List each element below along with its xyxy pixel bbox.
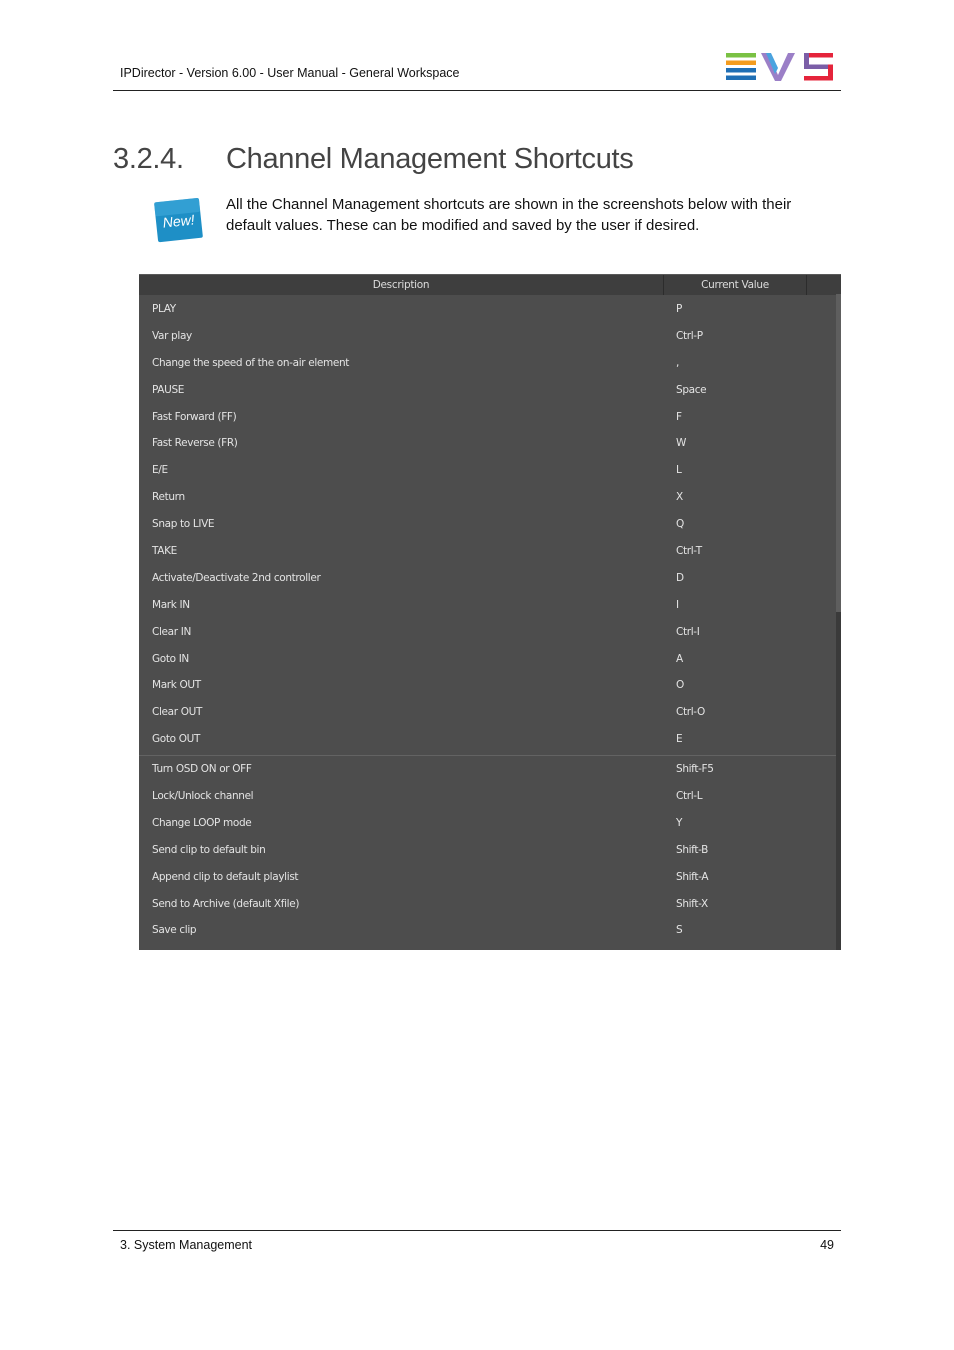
table-row[interactable] [139, 592, 836, 619]
table-row[interactable] [139, 783, 836, 810]
shortcuts-table [139, 274, 841, 950]
shortcut-value[interactable]: X [676, 491, 683, 504]
shortcut-description: Clear IN [152, 625, 191, 638]
shortcut-description: Send clip to default bin [152, 843, 266, 856]
footer-divider [113, 1230, 841, 1231]
table-row[interactable] [139, 377, 836, 404]
table-row[interactable] [139, 917, 836, 944]
shortcut-value[interactable]: P [676, 303, 682, 315]
shortcut-value[interactable]: Y [676, 816, 683, 829]
shortcut-value[interactable]: D [676, 571, 684, 584]
table-row[interactable] [139, 891, 836, 918]
shortcut-description: Lock/Unlock channel [152, 790, 254, 803]
shortcut-description: Return [152, 491, 185, 504]
table-body [139, 296, 836, 944]
shortcut-value[interactable]: O [676, 679, 684, 692]
shortcut-description: Goto IN [152, 652, 189, 665]
shortcut-value[interactable]: , [676, 356, 679, 369]
shortcut-description: E/E [152, 464, 168, 477]
shortcut-description: Turn OSD ON or OFF [152, 763, 252, 776]
table-row[interactable] [139, 864, 836, 891]
table-row[interactable] [139, 726, 836, 753]
table-row[interactable] [139, 672, 836, 699]
shortcut-description: Mark OUT [152, 679, 201, 692]
footer-chapter: 3. System Management [120, 1238, 253, 1252]
shortcut-value[interactable]: L [676, 464, 682, 477]
shortcut-description: Snap to LIVE [152, 518, 215, 531]
shortcut-description: TAKE [152, 545, 177, 558]
scrollbar-thumb[interactable] [836, 294, 841, 612]
shortcut-description: Fast Forward (FF) [152, 410, 237, 423]
shortcut-value[interactable]: Space [676, 383, 707, 396]
shortcut-description: Activate/Deactivate 2nd controller [152, 571, 321, 584]
table-header [139, 274, 841, 295]
table-row[interactable] [139, 323, 836, 350]
table-row[interactable] [139, 755, 836, 783]
shortcut-description: Save clip [152, 924, 197, 937]
section-title: Channel Management Shortcuts [226, 143, 634, 175]
shortcut-value[interactable]: I [676, 598, 679, 611]
shortcut-description: Append clip to default playlist [152, 870, 299, 883]
new-badge-icon [154, 196, 204, 244]
shortcut-value[interactable]: Shift-X [676, 897, 708, 910]
table-row[interactable] [139, 646, 836, 673]
shortcut-description: Change LOOP mode [152, 816, 252, 829]
page-number: 49 [820, 1238, 834, 1252]
table-row[interactable] [139, 484, 836, 511]
shortcut-value[interactable]: S [676, 924, 683, 937]
shortcut-value[interactable]: E [676, 733, 683, 746]
shortcut-description: Goto OUT [152, 733, 201, 746]
table-row[interactable] [139, 404, 836, 431]
column-header-description[interactable]: Description [139, 275, 664, 295]
shortcut-description: Change the speed of the on-air element [152, 356, 350, 369]
table-row[interactable] [139, 350, 836, 377]
shortcut-value[interactable]: Q [676, 518, 684, 531]
shortcut-description: Send to Archive (default Xfile) [152, 897, 300, 910]
table-row[interactable] [139, 837, 836, 864]
shortcut-value[interactable]: Ctrl-L [676, 790, 703, 803]
shortcut-value[interactable]: F [676, 410, 682, 423]
shortcut-description: Var play [152, 329, 192, 342]
shortcut-value[interactable]: W [676, 437, 687, 450]
table-row[interactable] [139, 457, 836, 484]
shortcut-value[interactable]: Shift-B [676, 843, 709, 856]
section-number: 3.2.4. [113, 143, 184, 175]
running-header: IPDirector - Version 6.00 - User Manual - General Workspace [120, 66, 460, 80]
table-row[interactable] [139, 511, 836, 538]
header-divider [113, 90, 841, 91]
shortcut-value[interactable]: Shift-A [676, 870, 709, 883]
column-header-current-value[interactable]: Current Value [664, 275, 807, 295]
shortcut-value[interactable]: Ctrl-P [676, 329, 703, 342]
table-row[interactable] [139, 699, 836, 726]
table-row[interactable] [139, 296, 836, 323]
shortcut-description: Clear OUT [152, 706, 203, 719]
table-row[interactable] [139, 565, 836, 592]
shortcut-description: Fast Reverse (FR) [152, 437, 238, 450]
table-row[interactable] [139, 810, 836, 837]
shortcut-value[interactable]: Ctrl-I [676, 625, 700, 638]
table-row[interactable] [139, 619, 836, 646]
shortcut-description: Mark IN [152, 598, 190, 611]
shortcut-value[interactable]: Shift-F5 [676, 763, 714, 776]
intro-paragraph: All the Channel Management shortcuts are shown in the screenshots below with their default values. These can be modified and saved by the user if desired. [226, 196, 792, 234]
shortcut-value[interactable]: Ctrl-O [676, 706, 705, 719]
shortcut-description: PAUSE [152, 383, 185, 396]
evs-logo [726, 53, 834, 81]
new-badge-label: New! [161, 211, 196, 231]
table-row[interactable] [139, 430, 836, 457]
table-row[interactable] [139, 538, 836, 565]
shortcut-value[interactable]: A [676, 652, 683, 665]
shortcut-description: PLAY [152, 303, 176, 315]
shortcut-value[interactable]: Ctrl-T [676, 545, 702, 558]
